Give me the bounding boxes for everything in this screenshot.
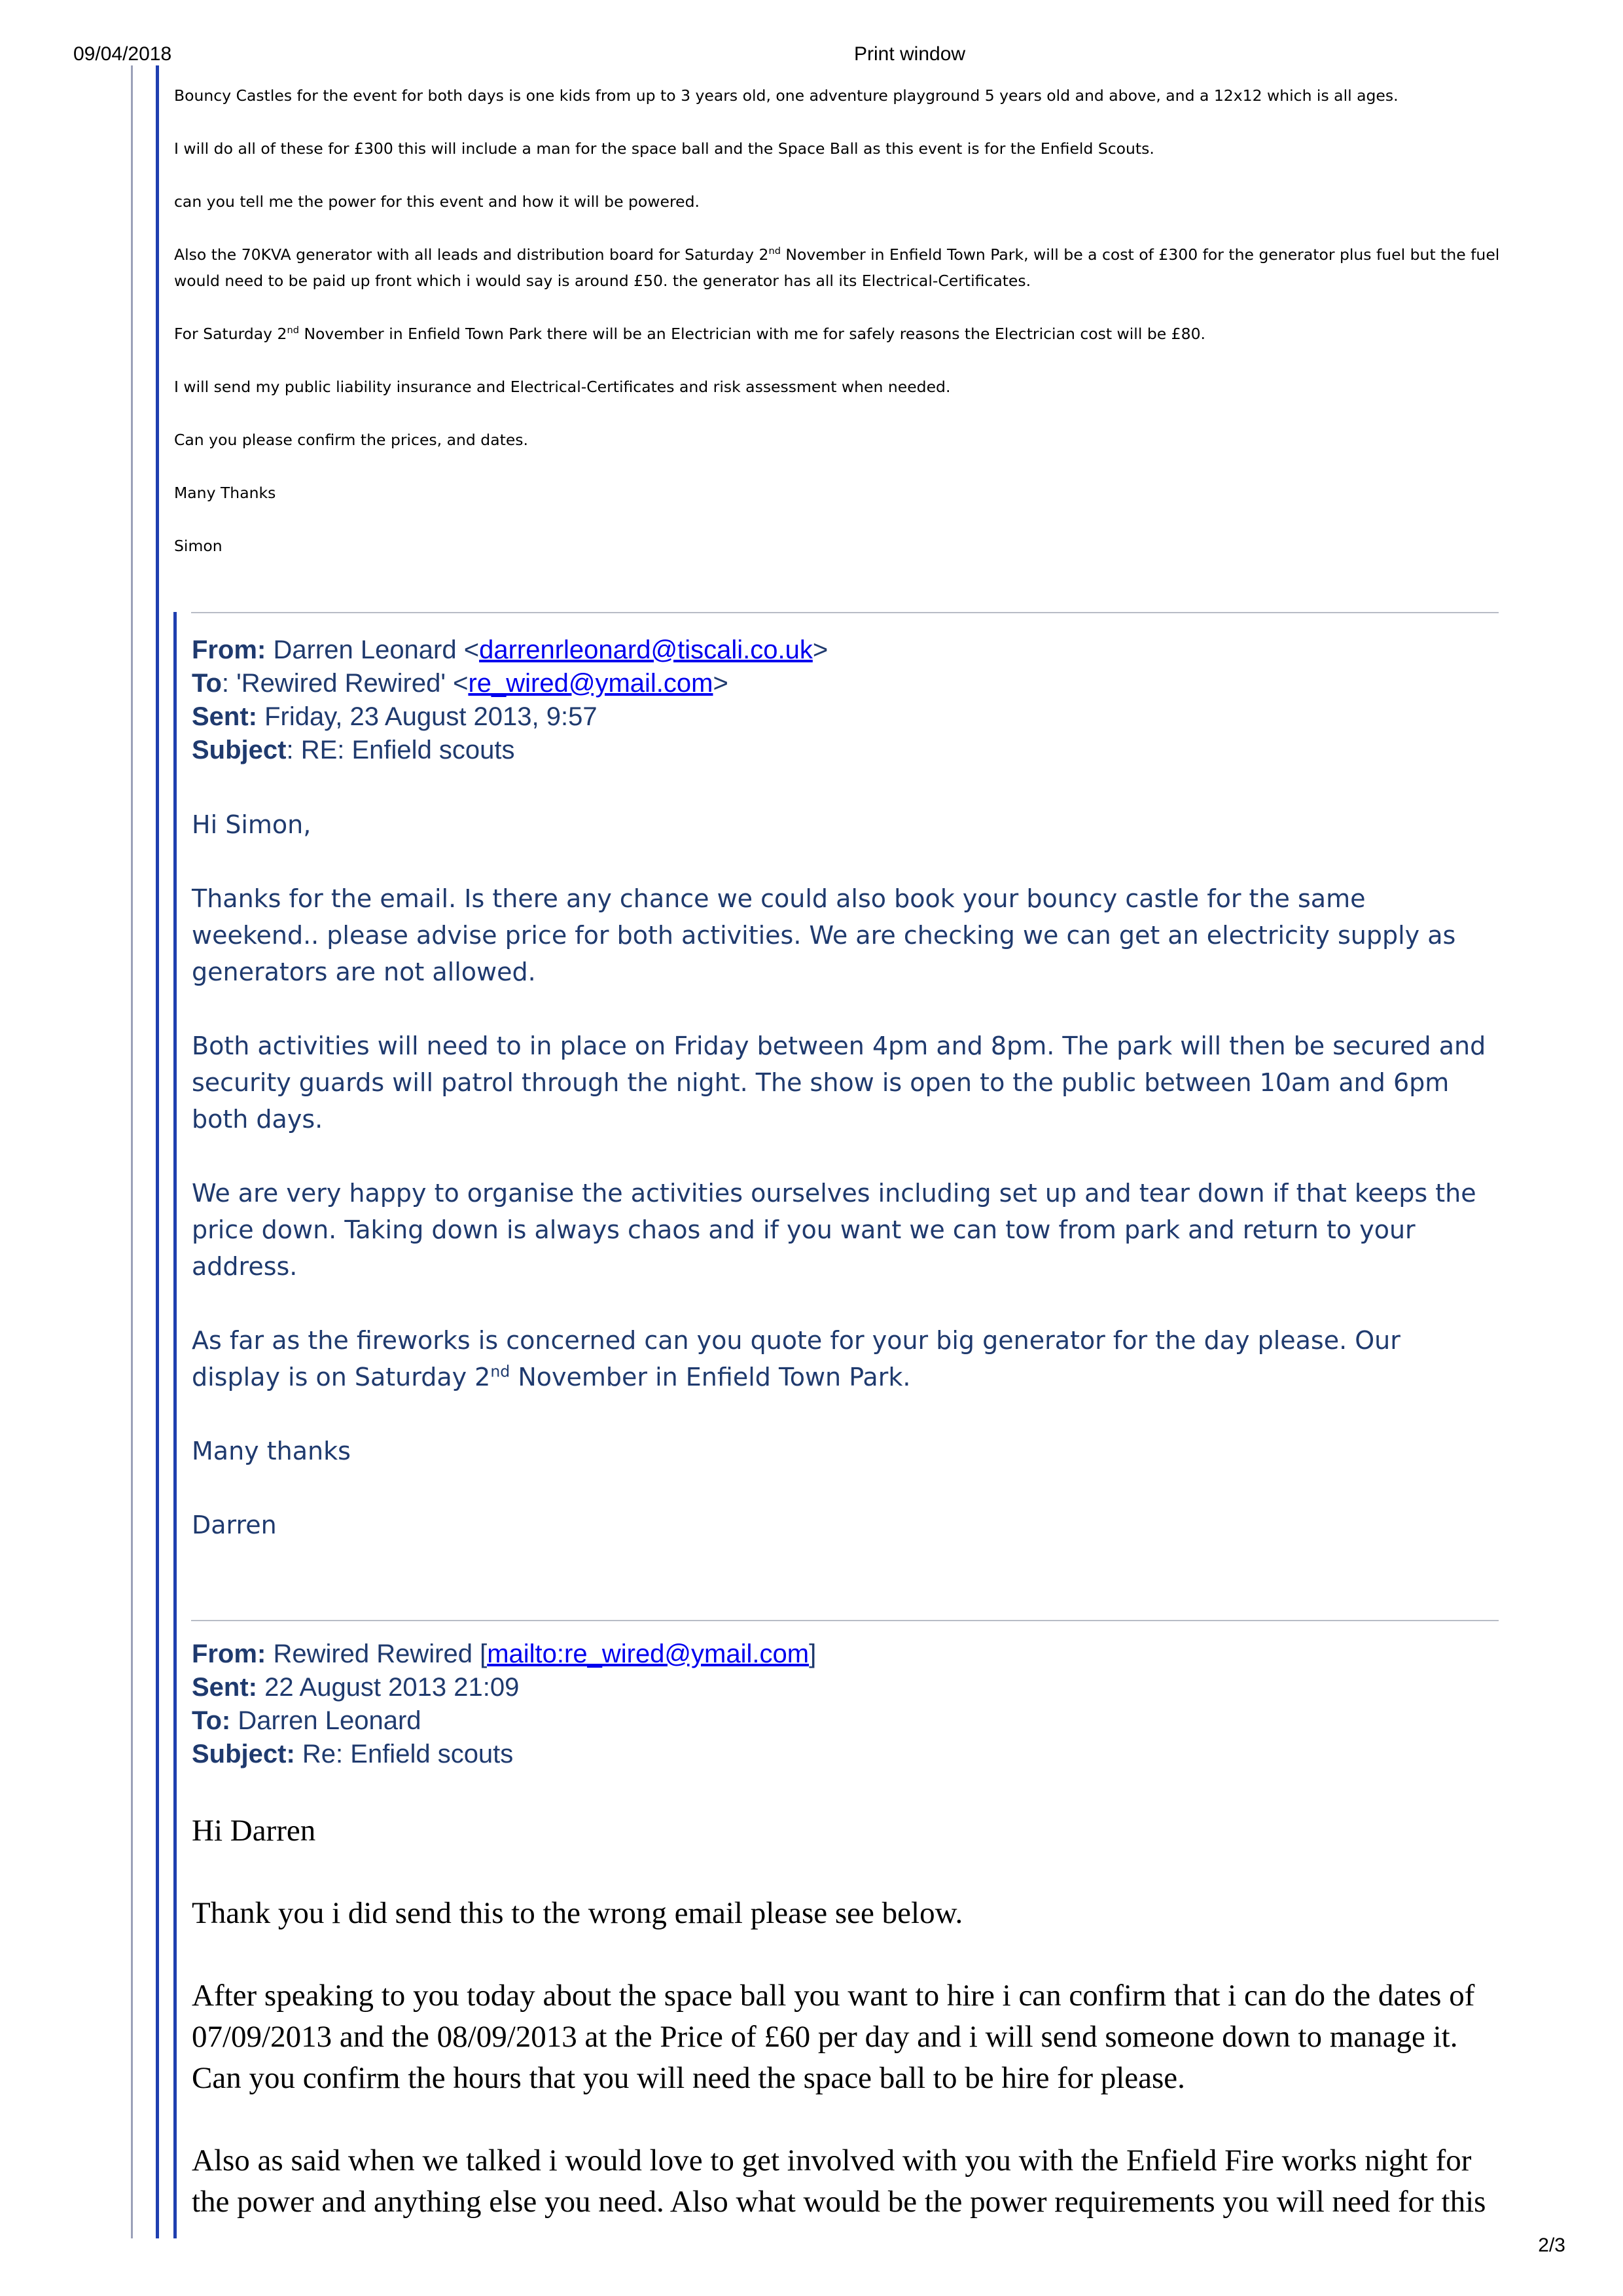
to-name: : 'Rewired Rewired' < <box>221 669 469 698</box>
email-paragraph: Both activities will need to in place on Friday between 4pm and 8pm. The park will then be secured and security guards will patrol through the night. The show is open to the public between 10am and 6pm both days. <box>192 1031 1486 1134</box>
email-paragraph: Thanks for the email. Is there any chance we could also book your bouncy castle for the same weekend.. please advise price for both activities. We are checking we can get an electricity supply as generators are not allowed. <box>192 884 1456 986</box>
from-close: ] <box>809 1640 817 1668</box>
email-header-rewired <box>192 1638 816 1771</box>
sent-label: Sent: <box>192 1673 257 1702</box>
subject-label: Subject <box>192 736 287 764</box>
reply-paragraph: I will do all of these for £300 this will include a man for the space ball and the Space Ball as this event is for the Enfield Scouts. <box>174 139 1154 158</box>
email-paragraph: After speaking to you today about the space ball you want to hire i can confirm that i can do the dates of 07/09/2013 and the 08/09/2013 at the Price of £60 per day and i will send someone down to manage it. Can you confirm the hours that you will need the space ball to be hire for please. <box>192 1979 1475 2095</box>
reply-paragraph-electrician <box>174 321 1503 347</box>
to-label: To: <box>192 1706 231 1735</box>
sent-label: Sent: <box>192 702 257 731</box>
superscript: nd <box>287 325 299 336</box>
from-mailto-link[interactable]: mailto:re_wired@ymail.com <box>487 1640 810 1668</box>
header-sent <box>192 1671 816 1704</box>
from-close: > <box>812 636 829 664</box>
email-header-darren <box>192 634 828 767</box>
superscript: nd <box>768 245 781 257</box>
header-subject <box>192 1738 816 1771</box>
email-paragraph-fireworks <box>192 1322 1494 1395</box>
quote-bar-inner <box>173 612 177 2238</box>
sent-value: 22 August 2013 21:09 <box>257 1673 520 1702</box>
reply-paragraph-generator <box>174 242 1503 294</box>
from-name: Darren Leonard < <box>266 636 480 664</box>
subject-value: : RE: Enfield scouts <box>286 736 515 764</box>
header-from <box>192 634 828 667</box>
text-run: November in Enfield Town Park, will be a cost of £300 for the generator plus fuel but the fuel would need to be paid up front which i would say is around £50. the generator has all its Electrical-Certificates. <box>174 245 1500 290</box>
from-label: From: <box>192 1640 266 1668</box>
print-header-title: Print window <box>854 43 966 65</box>
to-email-link[interactable]: re_wired@ymail.com <box>468 669 713 698</box>
separator-rule <box>191 1620 1499 1621</box>
reply-signature: Simon <box>174 537 223 555</box>
superscript: nd <box>490 1362 510 1381</box>
reply-paragraph: can you tell me the power for this event and how it will be powered. <box>174 192 700 211</box>
separator-rule <box>191 612 1499 613</box>
header-to <box>192 1704 816 1738</box>
reply-paragraph: Can you please confirm the prices, and dates. <box>174 431 528 449</box>
from-name: Rewired Rewired [ <box>266 1640 488 1668</box>
sent-value: Friday, 23 August 2013, 9:57 <box>257 702 597 731</box>
from-email-link[interactable]: darrenrleonard@tiscali.co.uk <box>479 636 813 664</box>
subject-value: Re: Enfield scouts <box>294 1740 514 1768</box>
email-signature: Darren <box>192 1511 277 1539</box>
quote-bar-outer-gray <box>131 65 133 2238</box>
reply-simon <box>174 82 1503 586</box>
header-from <box>192 1638 816 1671</box>
email-greeting: Hi Simon, <box>192 810 312 839</box>
text-run: For Saturday 2 <box>174 325 287 343</box>
text-run: Also the 70KVA generator with all leads and distribution board for Saturday 2 <box>174 245 769 264</box>
text-run: November in Enfield Town Park. <box>510 1363 911 1391</box>
header-sent <box>192 700 828 734</box>
header-subject <box>192 734 828 767</box>
email-paragraph: Also as said when we talked i would love to get involved with you with the Enfield Fire works night for the power and anything else you need. Also what would be the power requirements you will need for this <box>192 2144 1486 2219</box>
print-header-date: 09/04/2018 <box>73 43 172 65</box>
email-paragraph: We are very happy to organise the activities ourselves including set up and tear down if that keeps the price down. Taking down is always chaos and if you want we can tow from park and return to your address. <box>192 1179 1476 1281</box>
reply-paragraph: Bouncy Castles for the event for both days is one kids from up to 3 years old, one adventure playground 5 years old and above, and a 12x12 which is all ages. <box>174 86 1399 105</box>
from-label: From: <box>192 636 266 664</box>
to-value: Darren Leonard <box>230 1706 421 1735</box>
reply-closing: Many Thanks <box>174 484 276 502</box>
email-paragraph: Thank you i did send this to the wrong email please see below. <box>192 1896 963 1930</box>
to-close: > <box>713 669 728 698</box>
text-run: As far as the fireworks is concerned can you quote for your big generator for the day please. Our display is on Saturday 2 <box>192 1326 1400 1391</box>
email-body-rewired <box>192 1810 1501 2264</box>
text-run: November in Enfield Town Park there will be an Electrician with me for safely reasons the Electrician cost will be £80. <box>299 325 1206 343</box>
email-body-darren <box>192 806 1494 1581</box>
page-number: 2/3 <box>1538 2234 1565 2256</box>
email-greeting: Hi Darren <box>192 1814 316 1848</box>
reply-paragraph: I will send my public liability insurance and Electrical-Certificates and risk assessment when needed. <box>174 378 951 396</box>
quote-bar-outer <box>156 65 159 2238</box>
subject-label: Subject: <box>192 1740 295 1768</box>
header-to <box>192 667 828 700</box>
email-closing: Many thanks <box>192 1437 351 1465</box>
to-label: To <box>192 669 222 698</box>
